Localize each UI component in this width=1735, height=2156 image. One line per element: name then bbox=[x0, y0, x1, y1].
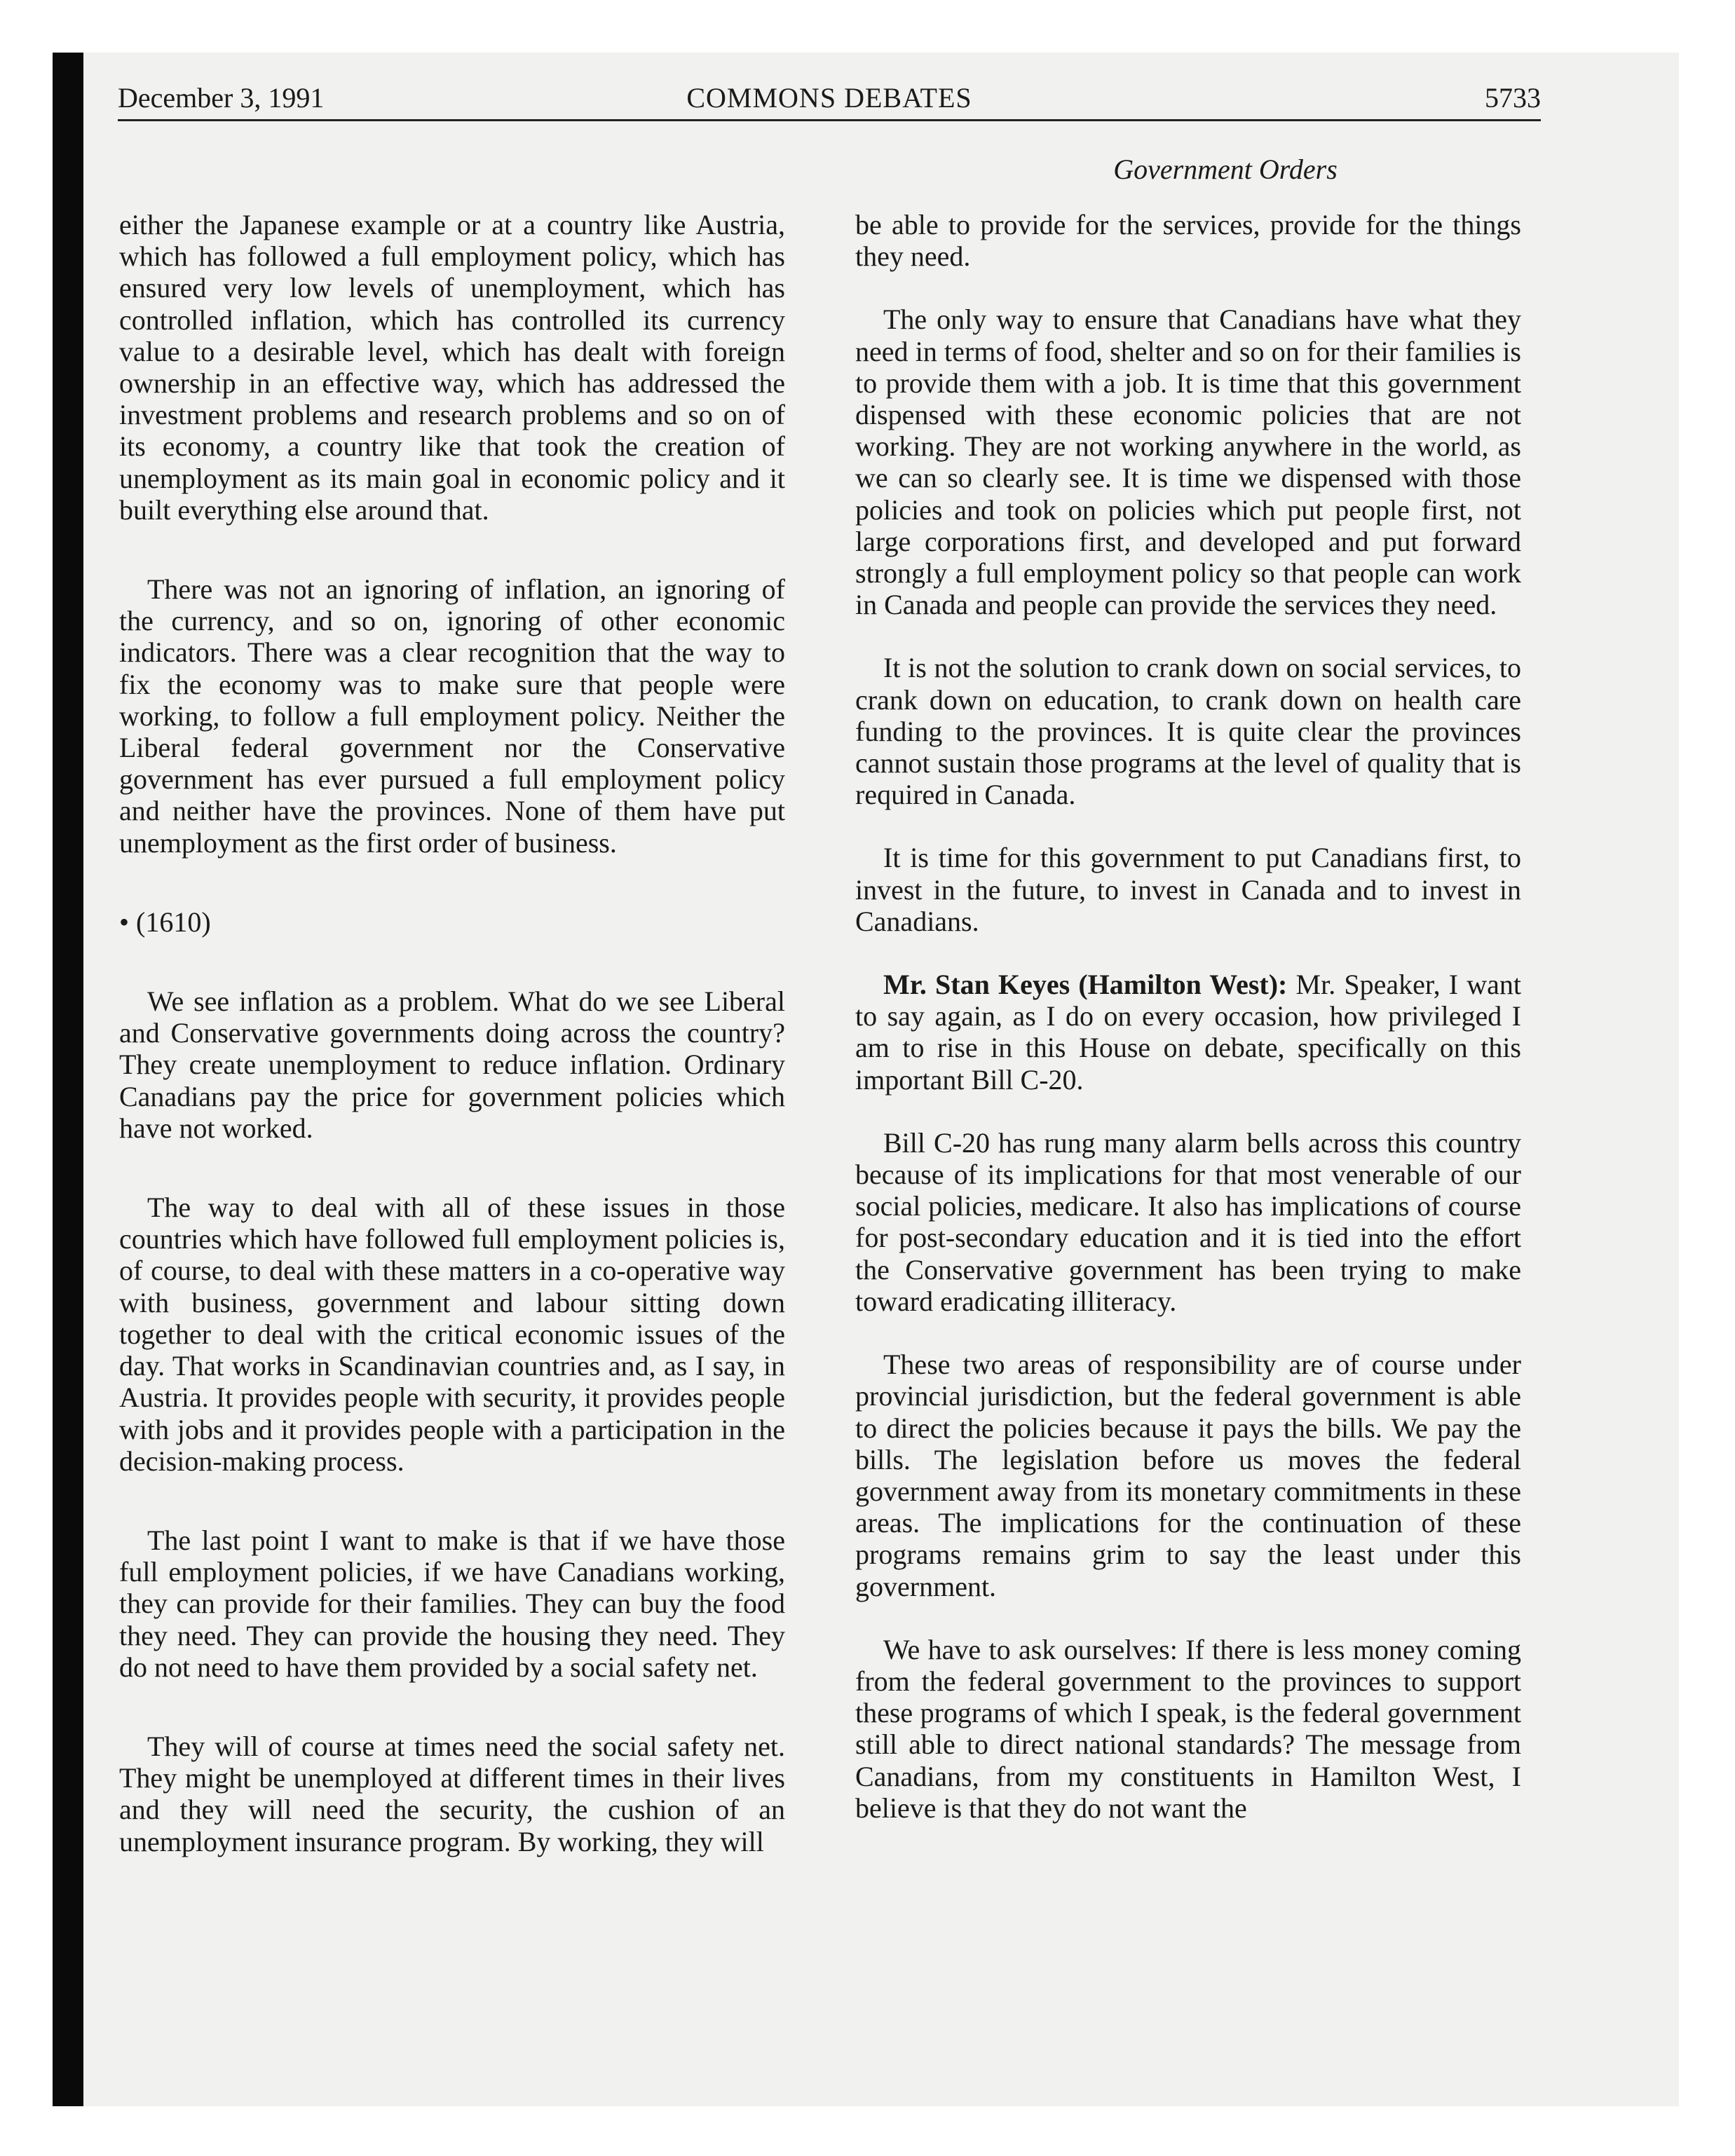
header-date: December 3, 1991 bbox=[118, 82, 325, 114]
header-rule bbox=[118, 119, 1541, 121]
paragraph: The only way to ensure that Canadians have what they need in terms of food, shelter and so on for their families is to provide them with a job. It is time that this government dispensed with these economic policies that are not working. They are not working anywhere in the world, as we can so clearly see. It is time we dispensed with those policies and took on policies which put people first, not large corporations first, and developed and put forward strongly a full employment policy so that people can work in Canada and people can provide the services they need. bbox=[855, 303, 1521, 621]
paragraph: There was not an ignoring of inflation, an ignoring of the currency, and so on, ignoring of other economic indicators. There was a clear recognition that the way to fix the economy was to make sure that people were working, to follow a full employment policy. Neither the Liberal federal government nor the Conservative government has ever pursued a full employment policy and neither have the provinces. None of them have put unemployment as the first order of business. bbox=[119, 573, 785, 859]
page-header bbox=[118, 77, 1541, 119]
paragraph: either the Japanese example or at a country like Austria, which has followed a full employment policy, which has ensured very low levels of unemployment, which has controlled inflation, which has controlled its currency value to a desirable level, which has dealt with foreign ownership in an effective way, which has addressed the investment problems and research problems and so on of its economy, a country like that took the creation of unemployment as its main goal in economic policy and it built everything else around that. bbox=[119, 209, 785, 526]
header-title: COMMONS DEBATES bbox=[686, 82, 972, 114]
paragraph: Bill C-20 has rung many alarm bells across this country because of its implications for that most venerable of our social policies, medicare. It also has implications of course for post-secondary education and it is tied into the effort the Conservative government has been trying to make toward eradicating illiteracy. bbox=[855, 1126, 1521, 1317]
paragraph: The way to deal with all of these issues in those countries which have followed full employment policies is, of course, to deal with these matters in a co-operative way with business, government and labour sitting down together to deal with the critical economic issues of the day. That works in Scandinavian countries and, as I say, in Austria. It provides people with security, it provides people with jobs and it provides people with a participation in the decision-making process. bbox=[119, 1192, 785, 1477]
paragraph: It is not the solution to crank down on social services, to crank down on education, to crank down on health care funding to the provinces. It is quite clear the provinces cannot sustain those programs at the level of quality that is required in Canada. bbox=[855, 652, 1521, 811]
right-column bbox=[855, 209, 1521, 1824]
paragraph: They will of course at times need the social safety net. They might be unemployed at different times in their lives and they will need the security, the cushion of an unemployment insurance program. By working, they will bbox=[119, 1730, 785, 1857]
left-column bbox=[119, 209, 785, 1857]
section-heading: Government Orders bbox=[1113, 153, 1338, 185]
paragraph: These two areas of responsibility are of course under provincial jurisdiction, but the federal government is able to direct the policies because it pays the bills. We pay the bills. The legislation before us moves the federal government away from its monetary commitments in these areas. The implications for the continuation of these programs remains grim to say the least under this government. bbox=[855, 1349, 1521, 1602]
time-marker: • (1610) bbox=[119, 906, 211, 938]
speaker-name: Mr. Stan Keyes (Hamilton West): bbox=[883, 969, 1288, 1001]
binding-shadow bbox=[53, 53, 83, 2106]
speech-paragraph bbox=[855, 969, 1521, 1096]
speech-text: Mr. Speaker, I want to say again, as I do on every occasion, how privileged I am to rise in this House on debate, specifically on this important Bill C-20. bbox=[855, 969, 1522, 1096]
header-page-number: 5733 bbox=[1485, 82, 1541, 114]
paragraph: The last point I want to make is that if we have those full employment policies, if we have Canadians working, they can provide for their families. They can buy the food they need. They can provide the housing they need. They do not need to have them provided by a social safety net. bbox=[119, 1524, 785, 1683]
paragraph: We have to ask ourselves: If there is less money coming from the federal government to the provinces to support these programs of which I speak, is the federal government still able to direct national standards? The message from Canadians, from my constituents in Hamilton West, I believe is that they do not want the bbox=[855, 1633, 1521, 1824]
paragraph: It is time for this government to put Canadians first, to invest in the future, to invest in Canada and to invest in Canadians. bbox=[855, 842, 1521, 937]
paragraph: be able to provide for the services, provide for the things they need. bbox=[855, 209, 1521, 273]
paragraph: We see inflation as a problem. What do we see Liberal and Conservative governments doing across the country? They create unemployment to reduce inflation. Ordinary Canadians pay the price for government policies which have not worked. bbox=[119, 985, 785, 1144]
